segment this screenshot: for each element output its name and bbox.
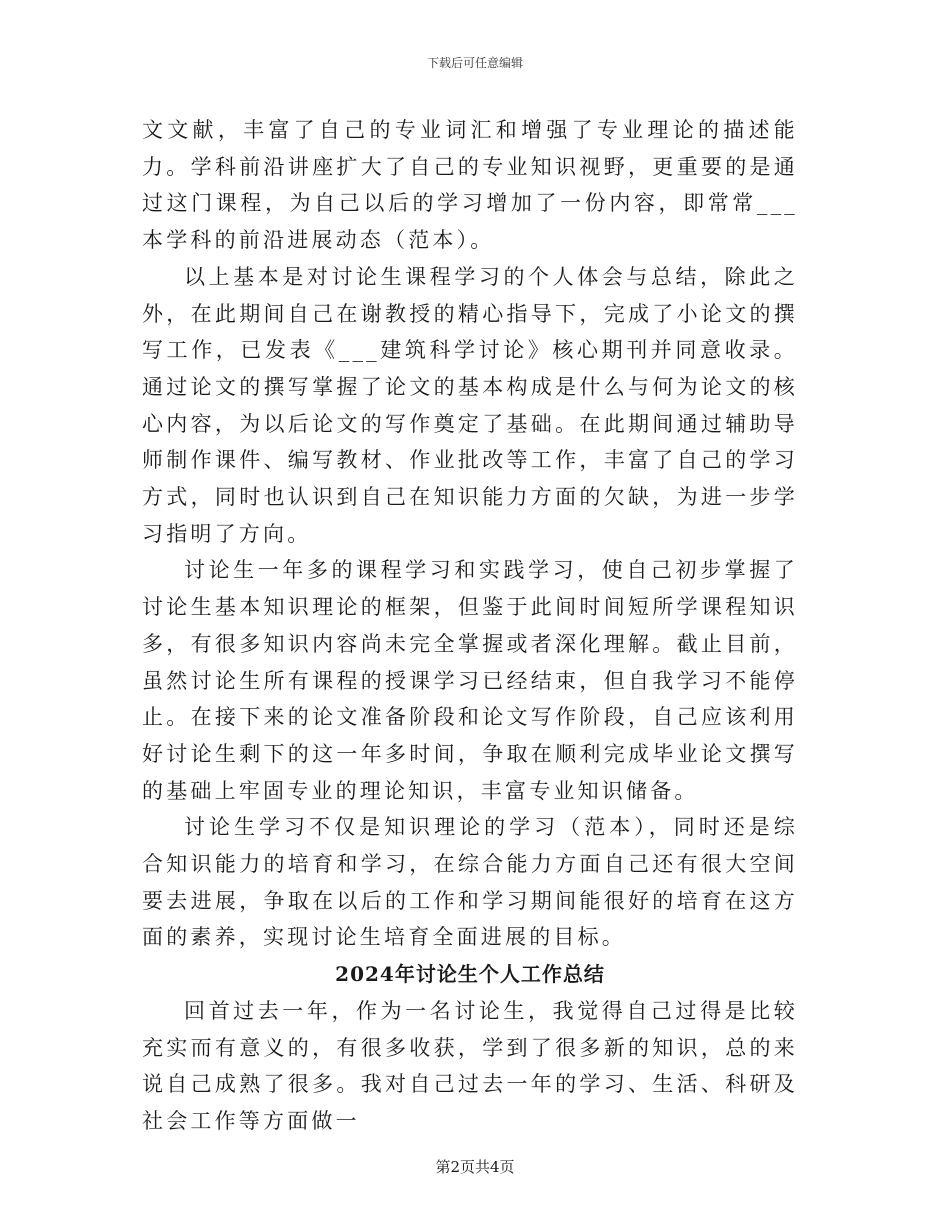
paragraph-section-intro: 回首过去一年，作为一名讨论生，我觉得自己过得是比较充实而有意义的，有很多收获，学到了很多新的知识，总的来说自己成熟了很多。我对自己过去一年的学习、生活、科研及社会工作等方面做一 xyxy=(142,998,798,1133)
paragraph-ability: 讨论生学习不仅是知识理论的学习（范本），同时还是综合知识能力的培育和学习，在综合能力方面自己还有很大空间要去进展，争取在以后的工作和学习期间能很好的培育在这方面的素养，实现讨论生培育全面进展的目标。 xyxy=(142,815,798,950)
section-title: 2024年讨论生个人工作总结 xyxy=(335,962,605,987)
document-body xyxy=(142,112,798,1140)
page-number: 第2页共4页 xyxy=(435,1158,515,1176)
page-header-note: 下载后可任意编辑 xyxy=(426,56,523,70)
paragraph-coursework: 讨论生一年多的课程学习和实践学习，使自己初步掌握了讨论生基本知识理论的框架，但鉴于此间时间短所学课程知识多，有很多知识内容尚未完全掌握或者深化理解。截止目前，虽然讨论生所有课程的授课学习已经结束，但自我学习不能停止。在接下来的论文准备阶段和论文写作阶段，自己应该利用好讨论生剩下的这一年多时间，争取在顺利完成毕业论文撰写的基础上牢固专业的理论知识，丰富专业知识储备。 xyxy=(142,558,798,803)
paragraph-summary: 以上基本是对讨论生课程学习的个人体会与总结，除此之外，在此期间自己在谢教授的精心指导下，完成了小论文的撰写工作，已发表《___建筑科学讨论》核心期刊并同意收录。通过论文的撰写掌握了论文的基本构成是什么与何为论文的核心内容，为以后论文的写作奠定了基础。在此期间通过辅助导师制作课件、编写教材、作业批改等工作，丰富了自己的学习方式，同时也认识到自己在知识能力方面的欠缺，为进一步学习指明了方向。 xyxy=(142,264,798,546)
paragraph-continued: 文文献，丰富了自己的专业词汇和增强了专业理论的描述能力。学科前沿讲座扩大了自己的专业知识视野，更重要的是通过这门课程，为自己以后的学习增加了一份内容，即常常___本学科的前沿进展动态（范本）。 xyxy=(142,118,798,253)
